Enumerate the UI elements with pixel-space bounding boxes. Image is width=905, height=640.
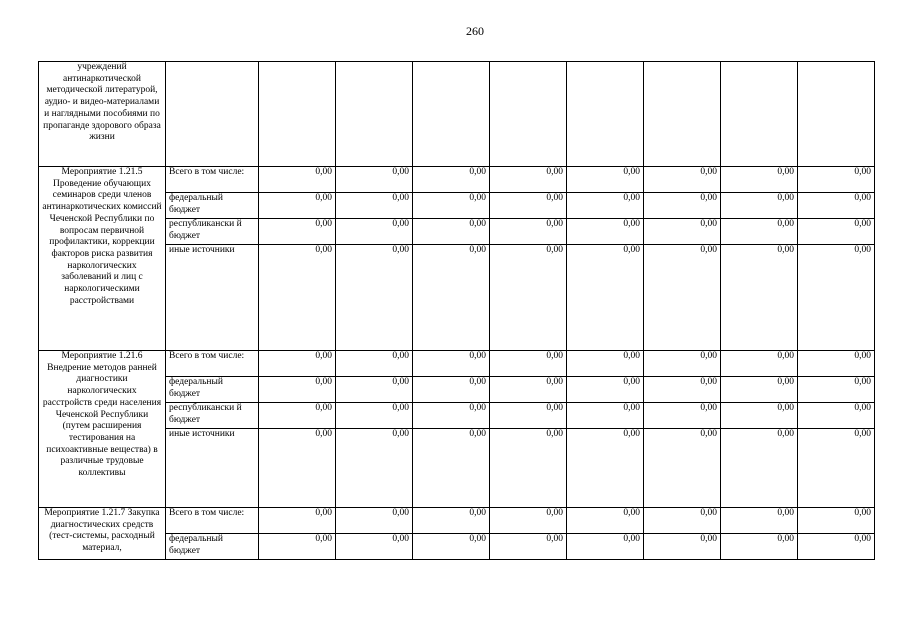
amount-cell: 0,00 bbox=[798, 245, 875, 351]
amount-cell: 0,00 bbox=[413, 377, 490, 403]
amount-cell: 0,00 bbox=[336, 193, 413, 219]
amount-cell: 0,00 bbox=[336, 508, 413, 534]
amount-cell: 0,00 bbox=[567, 403, 644, 429]
amount-cell: 0,00 bbox=[336, 534, 413, 560]
funding-source: Всего в том числе: bbox=[166, 508, 259, 534]
amount-cell: 0,00 bbox=[567, 377, 644, 403]
funding-source: иные источники bbox=[166, 245, 259, 351]
amount-cell: 0,00 bbox=[490, 351, 567, 377]
amount-cell: 0,00 bbox=[644, 351, 721, 377]
amount-cell: 0,00 bbox=[490, 403, 567, 429]
amount-cell: 0,00 bbox=[259, 377, 336, 403]
amount-cell: 0,00 bbox=[721, 245, 798, 351]
table-row bbox=[39, 167, 875, 193]
amount-cell: 0,00 bbox=[644, 377, 721, 403]
amount-cell: 0,00 bbox=[567, 193, 644, 219]
funding-source: федеральный бюджет bbox=[166, 534, 259, 560]
amount-cell bbox=[413, 62, 490, 167]
funding-source: федеральный бюджет bbox=[166, 193, 259, 219]
amount-cell: 0,00 bbox=[567, 219, 644, 245]
amount-cell: 0,00 bbox=[798, 167, 875, 193]
amount-cell: 0,00 bbox=[798, 351, 875, 377]
amount-cell: 0,00 bbox=[490, 534, 567, 560]
amount-cell: 0,00 bbox=[798, 508, 875, 534]
amount-cell: 0,00 bbox=[644, 508, 721, 534]
amount-cell: 0,00 bbox=[721, 193, 798, 219]
table-row bbox=[39, 62, 875, 167]
amount-cell: 0,00 bbox=[721, 508, 798, 534]
amount-cell: 0,00 bbox=[644, 403, 721, 429]
amount-cell: 0,00 bbox=[413, 245, 490, 351]
amount-cell: 0,00 bbox=[336, 403, 413, 429]
amount-cell: 0,00 bbox=[490, 193, 567, 219]
amount-cell: 0,00 bbox=[259, 351, 336, 377]
amount-cell: 0,00 bbox=[413, 403, 490, 429]
amount-cell: 0,00 bbox=[413, 351, 490, 377]
amount-cell: 0,00 bbox=[567, 429, 644, 508]
amount-cell: 0,00 bbox=[644, 534, 721, 560]
amount-cell: 0,00 bbox=[567, 351, 644, 377]
amount-cell: 0,00 bbox=[721, 403, 798, 429]
amount-cell bbox=[798, 62, 875, 167]
amount-cell: 0,00 bbox=[413, 534, 490, 560]
amount-cell: 0,00 bbox=[336, 429, 413, 508]
amount-cell: 0,00 bbox=[721, 377, 798, 403]
amount-cell: 0,00 bbox=[798, 403, 875, 429]
amount-cell: 0,00 bbox=[336, 245, 413, 351]
activity-description: учреждений антинаркотической методической литературой, аудио- и видео-материалами и наглядными пособиями по пропаганде здорового образа жизни bbox=[39, 62, 166, 167]
amount-cell: 0,00 bbox=[413, 508, 490, 534]
amount-cell: 0,00 bbox=[413, 193, 490, 219]
table-row bbox=[39, 351, 875, 377]
amount-cell: 0,00 bbox=[490, 219, 567, 245]
amount-cell: 0,00 bbox=[567, 245, 644, 351]
amount-cell: 0,00 bbox=[721, 534, 798, 560]
amount-cell: 0,00 bbox=[490, 429, 567, 508]
funding-source bbox=[166, 62, 259, 167]
amount-cell: 0,00 bbox=[721, 219, 798, 245]
amount-cell: 0,00 bbox=[644, 167, 721, 193]
activity-description: Мероприятие 1.21.5 Проведение обучающих семинаров среди членов антинаркотических комиссий Чеченской Республики по вопросам первичной профилактики, коррекции факторов риска развития наркологических заболеваний и лиц с наркологическими расстройствами bbox=[39, 167, 166, 351]
amount-cell: 0,00 bbox=[259, 508, 336, 534]
amount-cell bbox=[336, 62, 413, 167]
amount-cell: 0,00 bbox=[798, 219, 875, 245]
amount-cell: 0,00 bbox=[413, 167, 490, 193]
amount-cell bbox=[644, 62, 721, 167]
amount-cell: 0,00 bbox=[336, 167, 413, 193]
amount-cell: 0,00 bbox=[567, 508, 644, 534]
amount-cell: 0,00 bbox=[490, 245, 567, 351]
amount-cell bbox=[490, 62, 567, 167]
amount-cell: 0,00 bbox=[336, 377, 413, 403]
amount-cell: 0,00 bbox=[798, 377, 875, 403]
amount-cell: 0,00 bbox=[259, 245, 336, 351]
activity-description: Мероприятие 1.21.6 Внедрение методов ранней диагностики наркологических расстройств среди населения Чеченской Республики (путем расширения тестирования на психоактивные вещества) в различные трудовые коллективы bbox=[39, 351, 166, 508]
amount-cell: 0,00 bbox=[413, 429, 490, 508]
amount-cell: 0,00 bbox=[644, 193, 721, 219]
amount-cell: 0,00 bbox=[721, 167, 798, 193]
amount-cell: 0,00 bbox=[259, 534, 336, 560]
amount-cell: 0,00 bbox=[259, 219, 336, 245]
page-number: 260 bbox=[466, 24, 484, 38]
amount-cell: 0,00 bbox=[644, 245, 721, 351]
budget-table bbox=[38, 61, 875, 560]
funding-source: федеральный бюджет bbox=[166, 377, 259, 403]
amount-cell: 0,00 bbox=[259, 193, 336, 219]
amount-cell: 0,00 bbox=[413, 219, 490, 245]
amount-cell: 0,00 bbox=[798, 534, 875, 560]
amount-cell: 0,00 bbox=[721, 351, 798, 377]
amount-cell: 0,00 bbox=[490, 508, 567, 534]
amount-cell: 0,00 bbox=[259, 167, 336, 193]
amount-cell: 0,00 bbox=[567, 167, 644, 193]
amount-cell: 0,00 bbox=[644, 219, 721, 245]
amount-cell bbox=[259, 62, 336, 167]
amount-cell: 0,00 bbox=[336, 219, 413, 245]
amount-cell: 0,00 bbox=[336, 351, 413, 377]
funding-source: иные источники bbox=[166, 429, 259, 508]
amount-cell: 0,00 bbox=[259, 429, 336, 508]
amount-cell bbox=[567, 62, 644, 167]
funding-source: Всего в том числе: bbox=[166, 167, 259, 193]
amount-cell: 0,00 bbox=[490, 167, 567, 193]
amount-cell: 0,00 bbox=[721, 429, 798, 508]
amount-cell bbox=[721, 62, 798, 167]
amount-cell: 0,00 bbox=[259, 403, 336, 429]
table-row bbox=[39, 508, 875, 534]
amount-cell: 0,00 bbox=[567, 534, 644, 560]
amount-cell: 0,00 bbox=[798, 429, 875, 508]
amount-cell: 0,00 bbox=[798, 193, 875, 219]
funding-source: Всего в том числе: bbox=[166, 351, 259, 377]
funding-source: республикански й бюджет bbox=[166, 219, 259, 245]
activity-description: Мероприятие 1.21.7 Закупка диагностических средств (тест-системы, расходный материал, bbox=[39, 508, 166, 560]
amount-cell: 0,00 bbox=[644, 429, 721, 508]
table-body bbox=[39, 62, 875, 560]
amount-cell: 0,00 bbox=[490, 377, 567, 403]
funding-source: республикански й бюджет bbox=[166, 403, 259, 429]
